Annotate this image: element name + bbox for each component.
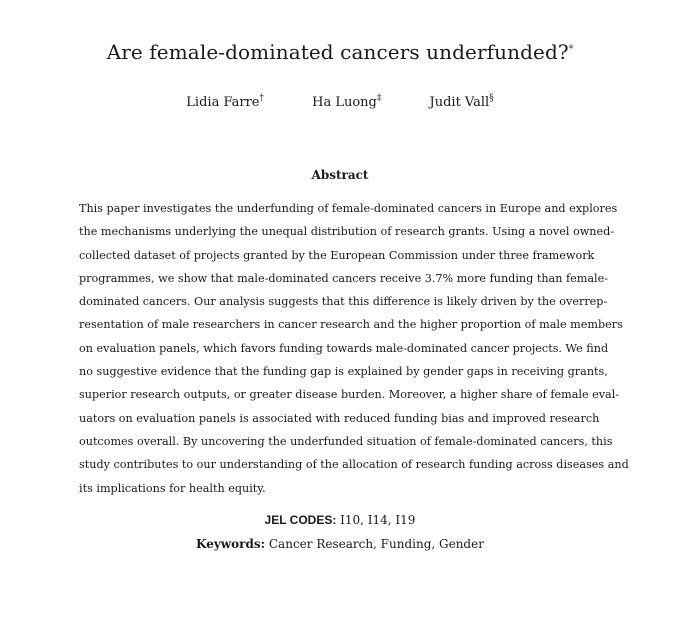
abstract-line: its implications for health equity. <box>79 481 266 495</box>
keywords-values: Cancer Research, Funding, Gender <box>268 537 484 551</box>
jel-values: I10, I14, I19 <box>340 513 416 527</box>
abstract-line: study contributes to our understanding of the allocation of research funding across diseases and <box>79 458 629 472</box>
keywords-label: Keywords: <box>196 537 266 551</box>
author-footnote-mark: ‡ <box>376 93 382 104</box>
author-list <box>0 95 680 110</box>
abstract-line: resentation of male researchers in cancer research and the higher proportion of male members <box>79 318 623 332</box>
abstract-line: dominated cancers. Our analysis suggests that this difference is likely driven by the overrep- <box>79 295 608 309</box>
abstract-line: the mechanisms underlying the unequal distribution of research grants. Using a novel owned- <box>79 225 615 239</box>
abstract-line: outcomes overall. By uncovering the underfunded situation of female-dominated cancers, this <box>79 434 613 448</box>
title-footnote-mark: * <box>568 44 574 55</box>
abstract-line: on evaluation panels, which favors funding towards male-dominated cancer projects. We find <box>79 341 609 355</box>
jel-codes <box>0 513 680 527</box>
abstract-line: superior research outputs, or greater disease burden. Moreover, a higher share of female eval- <box>79 388 620 402</box>
author-1 <box>186 95 264 110</box>
abstract-heading: Abstract <box>311 168 369 182</box>
abstract-line: programmes, we show that male-dominated cancers receive 3.7% more funding than female- <box>79 271 608 285</box>
paper-title-text: Are female-dominated cancers underfunded? <box>106 40 569 64</box>
keywords <box>0 537 680 551</box>
jel-label: JEL CODES: <box>264 513 337 527</box>
author-footnote-mark: † <box>259 93 264 104</box>
author-footnote-mark: § <box>489 93 494 104</box>
abstract-body <box>79 197 629 500</box>
author-2 <box>312 95 381 110</box>
author-name: Lidia Farre <box>186 95 260 110</box>
abstract-line: This paper investigates the underfunding of female-dominated cancers in Europe and explores <box>79 202 618 215</box>
abstract-line: collected dataset of projects granted by the European Commission under three framework <box>79 248 595 262</box>
author-name: Ha Luong <box>312 95 377 110</box>
abstract-line: uators on evaluation panels is associated with reduced funding bias and improved research <box>79 411 600 425</box>
author-3 <box>430 95 494 110</box>
author-name: Judit Vall <box>429 95 490 110</box>
abstract-line: no suggestive evidence that the funding gap is explained by gender gaps in receiving grants, <box>79 365 608 379</box>
paper-title <box>0 40 680 64</box>
